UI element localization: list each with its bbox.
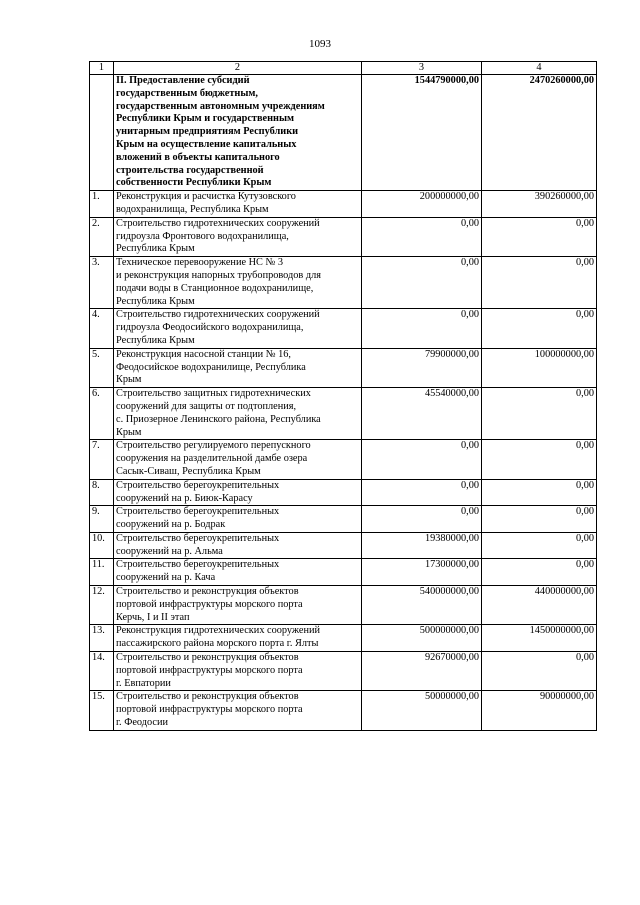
row-col3-value: 50000000,00	[362, 691, 482, 730]
row-description	[114, 652, 362, 691]
row-col4-value: 390260000,00	[482, 191, 597, 218]
row-description-line: Крым	[116, 426, 142, 438]
section-title-line: Республики Крым и государственным	[116, 113, 294, 125]
budget-table	[89, 61, 597, 731]
section-title-line: Крым на осуществление капитальных	[116, 138, 297, 150]
row-number: 7.	[90, 440, 114, 479]
table-row	[90, 309, 597, 348]
row-description-line: Республика Крым	[116, 295, 195, 307]
row-col3-value: 0,00	[362, 257, 482, 309]
header-row	[90, 62, 597, 75]
row-col3-value: 0,00	[362, 217, 482, 256]
row-description-line: Строительство берегоукрепительных	[116, 532, 280, 544]
table-row	[90, 191, 597, 218]
row-description-line: сооружений на р. Альма	[116, 545, 223, 557]
section-num-cell	[90, 75, 114, 191]
row-description-line: с. Приозерное Ленинского района, Республика	[116, 413, 321, 425]
table-row	[90, 440, 597, 479]
row-col3-value: 0,00	[362, 479, 482, 506]
table-row	[90, 257, 597, 309]
row-description	[114, 217, 362, 256]
section-title-line: государственным бюджетным,	[116, 87, 258, 99]
row-description-line: сооружения на разделительной дамбе озера	[116, 453, 308, 465]
row-description	[114, 388, 362, 440]
row-description-line: подачи воды в Станционное водохранилище,	[116, 282, 314, 294]
row-number: 13.	[90, 625, 114, 652]
row-col3-value: 500000000,00	[362, 625, 482, 652]
row-description-line: г. Феодосии	[116, 717, 169, 729]
row-description-line: портовой инфраструктуры морского порта	[116, 704, 303, 716]
row-description-line: Строительство гидротехнических сооружений	[116, 217, 320, 229]
row-description-line: Феодосийское водохранилище, Республика	[116, 361, 306, 373]
section-row	[90, 75, 597, 191]
row-description	[114, 691, 362, 730]
row-number: 4.	[90, 309, 114, 348]
row-col4-value: 100000000,00	[482, 348, 597, 387]
header-cell-4: 4	[482, 62, 597, 75]
row-description-line: Строительство регулируемого перепускного	[116, 440, 311, 452]
row-number: 1.	[90, 191, 114, 218]
row-description-line: портовой инфраструктуры морского порта	[116, 598, 303, 610]
row-description-line: Техническое перевооружение НС № 3	[116, 257, 284, 269]
row-number: 14.	[90, 652, 114, 691]
section-title-line: II. Предоставление субсидий	[116, 75, 250, 86]
row-number: 10.	[90, 532, 114, 559]
row-description-line: водохранилища, Республика Крым	[116, 203, 269, 215]
row-col3-value: 0,00	[362, 440, 482, 479]
row-number: 15.	[90, 691, 114, 730]
row-description-line: Реконструкция и расчистка Кутузовского	[116, 191, 296, 203]
row-number: 11.	[90, 559, 114, 586]
row-description	[114, 625, 362, 652]
table-row	[90, 532, 597, 559]
row-description-line: сооружений на р. Биюк-Карасу	[116, 492, 253, 504]
row-description	[114, 586, 362, 625]
row-col4-value: 0,00	[482, 388, 597, 440]
section-title-cell	[114, 75, 362, 191]
row-description	[114, 309, 362, 348]
row-number: 3.	[90, 257, 114, 309]
row-description-line: Крым	[116, 374, 142, 386]
row-col4-value: 440000000,00	[482, 586, 597, 625]
row-col4-value: 0,00	[482, 479, 597, 506]
section-title-line: государственным автономным учреждениям	[116, 100, 325, 112]
row-description-line: Республика Крым	[116, 243, 195, 255]
row-description-line: пассажирского района морского порта г. Ялты	[116, 638, 319, 650]
row-col4-value: 1450000000,00	[482, 625, 597, 652]
row-col4-value: 0,00	[482, 532, 597, 559]
row-description-line: г. Евпатории	[116, 677, 171, 689]
row-description-line: сооружений на р. Бодрак	[116, 519, 226, 531]
row-description	[114, 257, 362, 309]
row-description	[114, 506, 362, 533]
section-title-line: собственности Республики Крым	[116, 177, 272, 189]
row-col4-value: 0,00	[482, 652, 597, 691]
row-description-line: Реконструкция насосной станции № 16,	[116, 348, 292, 360]
header-cell-1: 1	[90, 62, 114, 75]
table-row	[90, 625, 597, 652]
row-description	[114, 348, 362, 387]
row-description-line: портовой инфраструктуры морского порта	[116, 664, 303, 676]
table-row	[90, 559, 597, 586]
row-description-line: Строительство и реконструкция объектов	[116, 652, 299, 664]
row-col4-value: 0,00	[482, 309, 597, 348]
table-row	[90, 217, 597, 256]
section-col3-value: 1544790000,00	[362, 75, 482, 191]
row-description-line: Сасык-Сиваш, Республика Крым	[116, 465, 261, 477]
row-description-line: и реконструкция напорных трубопроводов для	[116, 269, 321, 281]
row-col3-value: 17300000,00	[362, 559, 482, 586]
row-description	[114, 191, 362, 218]
row-description-line: Строительство и реконструкция объектов	[116, 586, 299, 598]
row-col3-value: 0,00	[362, 309, 482, 348]
row-description	[114, 440, 362, 479]
table-row	[90, 479, 597, 506]
section-title-line: унитарным предприятиям Республики	[116, 126, 299, 138]
row-col3-value: 45540000,00	[362, 388, 482, 440]
row-col4-value: 0,00	[482, 257, 597, 309]
row-col3-value: 79900000,00	[362, 348, 482, 387]
row-description	[114, 479, 362, 506]
row-description-line: Строительство защитных гидротехнических	[116, 388, 311, 400]
row-col3-value: 540000000,00	[362, 586, 482, 625]
row-number: 5.	[90, 348, 114, 387]
section-title-line: вложений в объекты капитального	[116, 151, 280, 163]
row-col4-value: 0,00	[482, 440, 597, 479]
row-description-line: сооружений для защиты от подтопления,	[116, 400, 297, 412]
row-col3-value: 19380000,00	[362, 532, 482, 559]
table-row	[90, 691, 597, 730]
row-description-line: Строительство берегоукрепительных	[116, 559, 280, 571]
row-col4-value: 0,00	[482, 217, 597, 256]
row-number: 6.	[90, 388, 114, 440]
row-description-line: гидроузла Фронтового водохранилища,	[116, 230, 289, 242]
row-number: 12.	[90, 586, 114, 625]
page-number: 1093	[309, 38, 331, 50]
row-description-line: Республика Крым	[116, 334, 195, 346]
row-description-line: Керчь, I и II этап	[116, 611, 190, 623]
row-description-line: Строительство и реконструкция объектов	[116, 691, 299, 703]
table-row	[90, 586, 597, 625]
row-col4-value: 0,00	[482, 506, 597, 533]
row-description-line: Строительство берегоукрепительных	[116, 479, 280, 491]
header-cell-3: 3	[362, 62, 482, 75]
row-description-line: сооружений на р. Кача	[116, 572, 216, 584]
row-description	[114, 559, 362, 586]
row-description-line: Строительство гидротехнических сооружений	[116, 309, 320, 321]
row-description-line: гидроузла Феодосийского водохранилища,	[116, 322, 304, 334]
table-row	[90, 506, 597, 533]
row-description-line: Строительство берегоукрепительных	[116, 506, 280, 518]
table-row	[90, 652, 597, 691]
row-description	[114, 532, 362, 559]
row-col3-value: 0,00	[362, 506, 482, 533]
row-col4-value: 0,00	[482, 559, 597, 586]
section-title-line: строительства государственной	[116, 164, 264, 176]
section-col4-value: 2470260000,00	[482, 75, 597, 191]
row-col3-value: 92670000,00	[362, 652, 482, 691]
table-row	[90, 348, 597, 387]
table-row	[90, 388, 597, 440]
header-cell-2: 2	[114, 62, 362, 75]
row-col3-value: 200000000,00	[362, 191, 482, 218]
row-number: 8.	[90, 479, 114, 506]
row-number: 2.	[90, 217, 114, 256]
row-col4-value: 90000000,00	[482, 691, 597, 730]
row-description-line: Реконструкция гидротехнических сооружений	[116, 625, 321, 637]
row-number: 9.	[90, 506, 114, 533]
